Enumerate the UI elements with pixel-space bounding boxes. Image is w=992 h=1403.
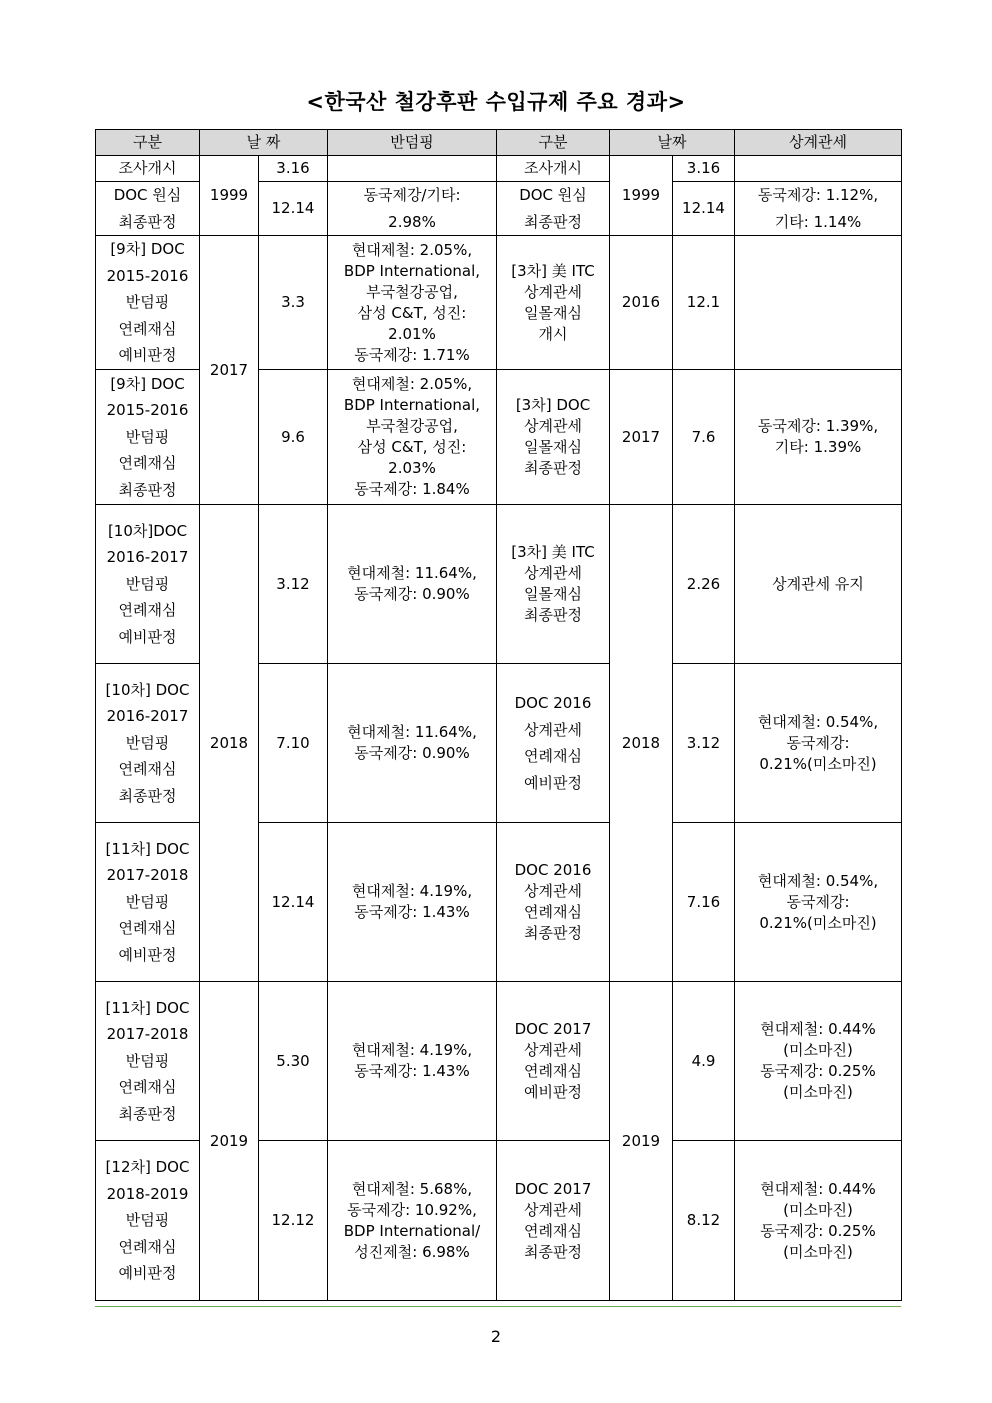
table-row (96, 505, 902, 664)
cv-rate-cell: 동국제강: 1.12%, 기타: 1.14% (735, 182, 902, 236)
table-row (96, 982, 902, 1141)
header-cv-category: 구분 (497, 130, 610, 156)
cv-date-cell: 4.9 (673, 982, 735, 1141)
ad-rate-cell: 동국제강/기타: 2.98% (328, 182, 497, 236)
cv-date-cell: 7.16 (673, 823, 735, 982)
ad-category-cell: DOC 원심 최종판정 (96, 182, 200, 236)
cv-date-cell: 12.1 (673, 236, 735, 370)
ad-rate-cell: 현대제철: 5.68%, 동국제강: 10.92%, BDP International/ 성진제철: 6.98% (328, 1141, 497, 1301)
cv-rate-cell (735, 156, 902, 182)
cv-date-cell: 12.14 (673, 182, 735, 236)
table-row (96, 236, 902, 370)
ad-category-cell: [9차] DOC 2015-2016 반덤핑 연례재심 예비판정 (96, 236, 200, 370)
header-antidumping: 반덤핑 (328, 130, 497, 156)
table-header-row (96, 130, 902, 156)
cv-year-cell: 2016 (610, 236, 673, 370)
cv-year-cell: 2019 (610, 982, 673, 1301)
ad-date-cell: 12.14 (259, 182, 328, 236)
header-ad-date: 날 짜 (200, 130, 328, 156)
ad-date-cell: 3.3 (259, 236, 328, 370)
cv-category-cell: 조사개시 (497, 156, 610, 182)
cv-rate-cell: 현대제철: 0.54%, 동국제강: 0.21%(미소마진) (735, 664, 902, 823)
cv-rate-cell: 현대제철: 0.44% (미소마진) 동국제강: 0.25% (미소마진) (735, 982, 902, 1141)
ad-category-cell: [11차] DOC 2017-2018 반덤핑 연례재심 최종판정 (96, 982, 200, 1141)
ad-date-cell: 7.10 (259, 664, 328, 823)
ad-category-cell: [9차] DOC 2015-2016 반덤핑 연례재심 최종판정 (96, 370, 200, 505)
cv-rate-cell: 상계관세 유지 (735, 505, 902, 664)
cv-year-cell: 1999 (610, 156, 673, 236)
cv-rate-cell: 현대제철: 0.44% (미소마진) 동국제강: 0.25% (미소마진) (735, 1141, 902, 1301)
ad-date-cell: 12.14 (259, 823, 328, 982)
ad-date-cell: 3.12 (259, 505, 328, 664)
ad-category-cell: [12차] DOC 2018-2019 반덤핑 연례재심 예비판정 (96, 1141, 200, 1301)
cv-category-cell: [3차] 美 ITC 상계관세 일몰재심 개시 (497, 236, 610, 370)
cv-rate-cell (735, 236, 902, 370)
cv-category-cell: DOC 2016 상계관세 연례재심 최종판정 (497, 823, 610, 982)
cv-date-cell: 8.12 (673, 1141, 735, 1301)
cv-year-cell: 2018 (610, 505, 673, 982)
steel-plate-regulation-table (95, 129, 902, 1301)
ad-date-cell: 12.12 (259, 1141, 328, 1301)
ad-year-cell: 2017 (200, 236, 259, 505)
ad-category-cell: [11차] DOC 2017-2018 반덤핑 연례재심 예비판정 (96, 823, 200, 982)
cv-category-cell: [3차] 美 ITC 상계관세 일몰재심 최종판정 (497, 505, 610, 664)
header-countervailing: 상계관세 (735, 130, 902, 156)
ad-date-cell: 9.6 (259, 370, 328, 505)
footer-divider (95, 1306, 901, 1307)
ad-year-cell: 2018 (200, 505, 259, 982)
ad-rate-cell: 현대제철: 11.64%, 동국제강: 0.90% (328, 664, 497, 823)
cv-category-cell: DOC 원심 최종판정 (497, 182, 610, 236)
ad-year-cell: 2019 (200, 982, 259, 1301)
ad-date-cell: 3.16 (259, 156, 328, 182)
ad-rate-cell: 현대제철: 4.19%, 동국제강: 1.43% (328, 823, 497, 982)
ad-category-cell: [10차] DOC 2016-2017 반덤핑 연례재심 최종판정 (96, 664, 200, 823)
ad-date-cell: 5.30 (259, 982, 328, 1141)
ad-year-cell: 1999 (200, 156, 259, 236)
ad-category-cell: 조사개시 (96, 156, 200, 182)
cv-rate-cell: 현대제철: 0.54%, 동국제강: 0.21%(미소마진) (735, 823, 902, 982)
cv-category-cell: [3차] DOC 상계관세 일몰재심 최종판정 (497, 370, 610, 505)
cv-category-cell: DOC 2016 상계관세 연례재심 예비판정 (497, 664, 610, 823)
cv-year-cell: 2017 (610, 370, 673, 505)
ad-rate-cell: 현대제철: 4.19%, 동국제강: 1.43% (328, 982, 497, 1141)
cv-date-cell: 3.16 (673, 156, 735, 182)
cv-category-cell: DOC 2017 상계관세 연례재심 최종판정 (497, 1141, 610, 1301)
cv-category-cell: DOC 2017 상계관세 연례재심 예비판정 (497, 982, 610, 1141)
ad-rate-cell: 현대제철: 2.05%, BDP International, 부국철강공업, 삼성 C&T, 성진: 2.01% 동국제강: 1.71% (328, 236, 497, 370)
ad-rate-cell: 현대제철: 11.64%, 동국제강: 0.90% (328, 505, 497, 664)
cv-date-cell: 7.6 (673, 370, 735, 505)
page-number: 2 (490, 1327, 502, 1346)
ad-rate-cell: 현대제철: 2.05%, BDP International, 부국철강공업, 삼성 C&T, 성진: 2.03% 동국제강: 1.84% (328, 370, 497, 505)
header-cv-date: 날짜 (610, 130, 735, 156)
table-row (96, 156, 902, 182)
ad-category-cell: [10차]DOC 2016-2017 반덤핑 연례재심 예비판정 (96, 505, 200, 664)
cv-date-cell: 2.26 (673, 505, 735, 664)
ad-rate-cell (328, 156, 497, 182)
header-ad-category: 구분 (96, 130, 200, 156)
page-title: <한국산 철강후판 수입규제 주요 경과> (306, 90, 686, 114)
cv-date-cell: 3.12 (673, 664, 735, 823)
cv-rate-cell: 동국제강: 1.39%, 기타: 1.39% (735, 370, 902, 505)
